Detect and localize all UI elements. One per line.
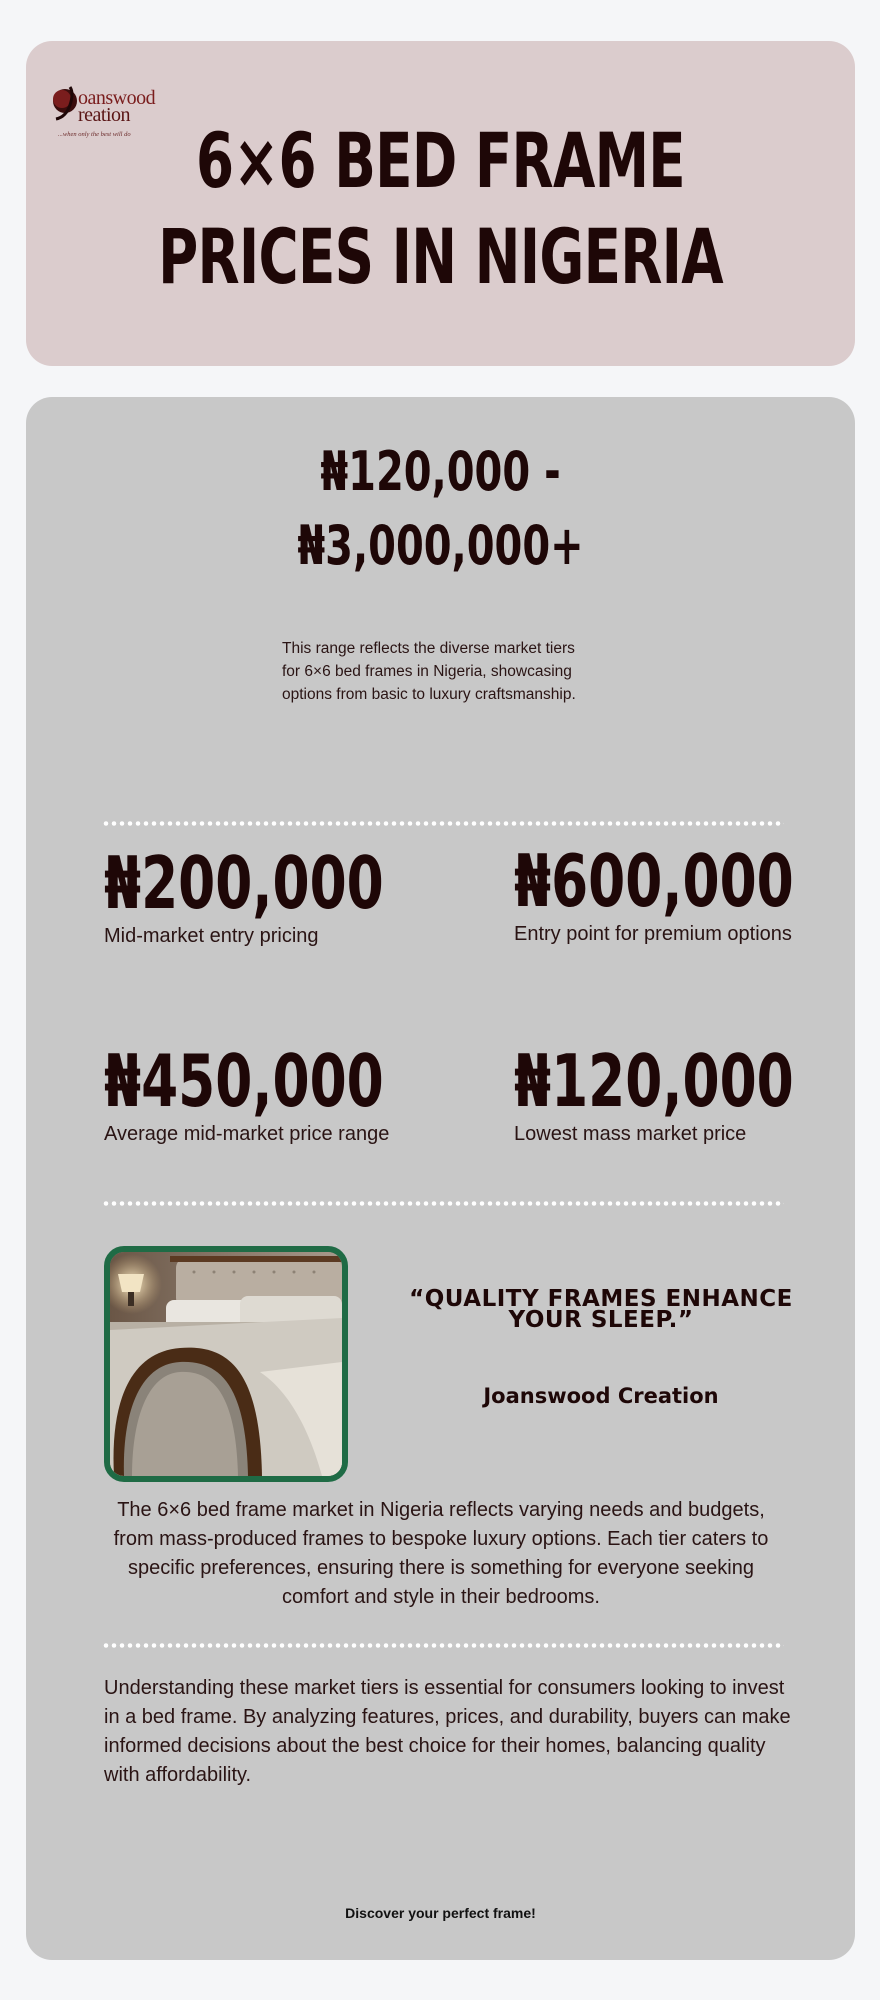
title-line-1: 6×6 BED FRAME bbox=[196, 116, 685, 205]
stat-label: Entry point for premium options bbox=[514, 923, 792, 945]
understanding-paragraph: Understanding these market tiers is essential for consumers looking to invest in a bed frame. By analyzing features, prices, and durability, buyers can make informed decisions about the best choice for their homes, balancing quality with affordability. bbox=[104, 1677, 791, 1786]
stat-average-mid-market bbox=[104, 1041, 482, 1147]
stat-value: ₦120,000 bbox=[514, 1039, 794, 1123]
stat-label: Average mid-market price range bbox=[104, 1123, 390, 1145]
price-range bbox=[134, 435, 747, 583]
market-paragraph: The 6×6 bed frame market in Nigeria reflects varying needs and budgets, from mass-produced frames to bespoke luxury options. Each tier caters to specific preferences, ensuring there is something for everyone seeking comfort and style in their bedrooms. bbox=[113, 1499, 769, 1608]
stat-label: Mid-market entry pricing bbox=[104, 925, 319, 947]
price-range-max: ₦3,000,000+ bbox=[297, 514, 584, 577]
bed-frame-photo bbox=[104, 1246, 348, 1482]
dotted-divider bbox=[102, 1201, 784, 1206]
logo-tagline: ...when only the best will do bbox=[58, 131, 131, 138]
main-card bbox=[26, 397, 855, 1960]
stat-value: ₦450,000 bbox=[104, 1039, 384, 1123]
stat-value: ₦600,000 bbox=[514, 839, 794, 923]
stat-lowest-mass-market bbox=[514, 1041, 880, 1147]
logo-text-line1: oanswood bbox=[78, 87, 156, 109]
header-card bbox=[26, 41, 855, 366]
stat-value: ₦200,000 bbox=[104, 841, 384, 925]
price-range-min: ₦120,000 - bbox=[320, 440, 561, 503]
stat-label: Lowest mass market price bbox=[514, 1123, 747, 1145]
quote-text: “QUALITY FRAMES ENHANCE YOUR SLEEP.” bbox=[409, 1286, 793, 1333]
quote-author: Joanswood Creation bbox=[483, 1384, 719, 1408]
dotted-divider bbox=[102, 1643, 784, 1648]
stat-premium-entry bbox=[514, 841, 880, 947]
logo-j-icon bbox=[48, 83, 78, 125]
dotted-divider bbox=[102, 821, 784, 826]
cta-text[interactable]: Discover your perfect frame! bbox=[345, 1905, 536, 1921]
bed-photo-illustration bbox=[110, 1252, 342, 1476]
price-range-description: This range reflects the diverse market tiers for 6×6 bed frames in Nigeria, showcasing options from basic to luxury craftsmanship. bbox=[282, 640, 576, 703]
page-title bbox=[142, 113, 739, 305]
stat-mid-market-entry bbox=[104, 843, 482, 949]
title-line-2: PRICES IN NIGERIA bbox=[158, 212, 723, 301]
logo-text-line2: reation bbox=[78, 104, 131, 126]
